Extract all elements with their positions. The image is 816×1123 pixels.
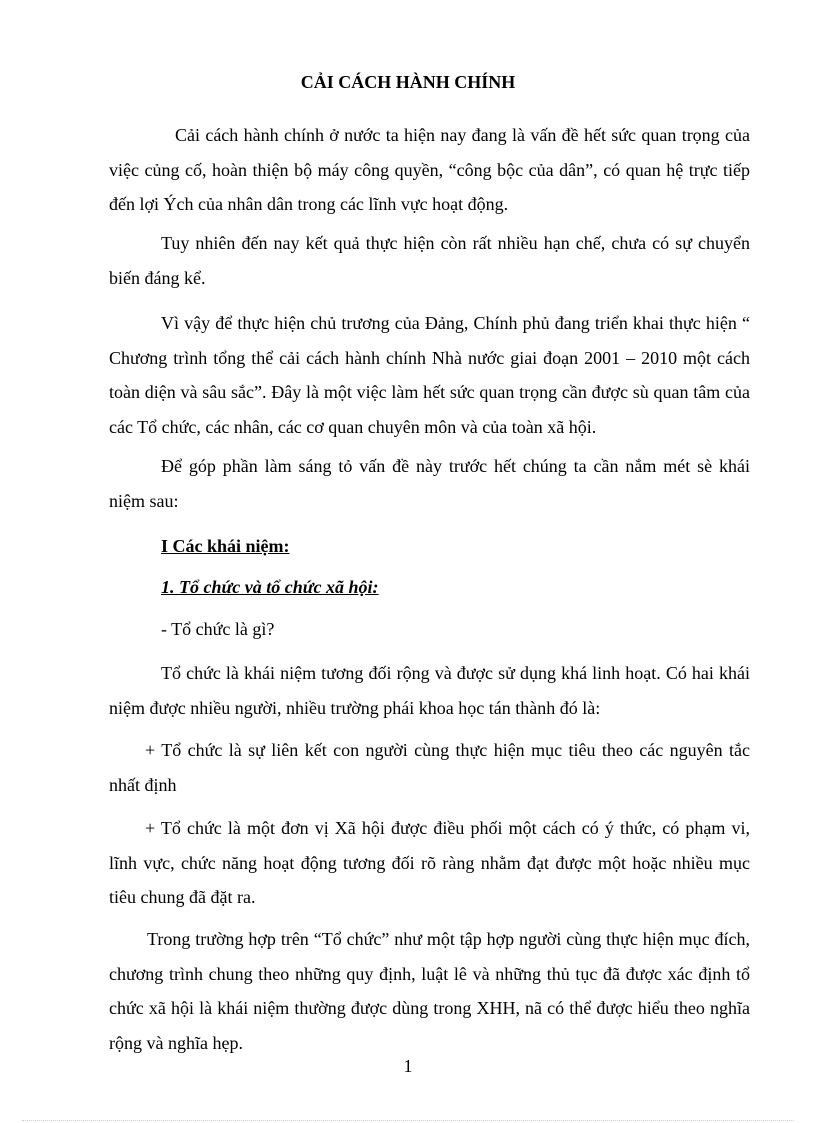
body-paragraph-2: + Tổ chức là sự liên kết con người cùng thực hiện mục tiêu theo các nguyên tắc nhất định <box>109 740 750 795</box>
body-paragraph-1: Tổ chức là khái niệm tương đối rộng và được sử dụng khá linh hoạt. Có hai khái niệm được nhiều người, nhiều trường phái khoa học tán thành đó là: <box>109 663 750 718</box>
body-paragraph-4: Trong trường hợp trên “Tổ chức” như một tập hợp người cùng thực hiện mục đích, chương trình chung theo những quy định, luật lê và những thủ tục đã được xác định tổ chức xã hội là khái niệm thường được dùng trong XHH, nã có thể được hiểu theo nghĩa rộng và nghĩa hẹp. <box>109 929 750 1053</box>
document-title: CẢI CÁCH HÀNH CHÍNH <box>300 72 516 92</box>
subsection-heading: 1. Tổ chức và tổ chức xã hội: <box>161 577 379 597</box>
section-heading: I Các khái niệm: <box>161 536 290 556</box>
body-paragraph-3: + Tổ chức là một đơn vị Xã hội được điều phối một cách có ý thức, có phạm vi, lĩnh vực, chức năng hoạt động tương đối rõ ràng nhằm đạt được một hoặc nhiều mục tiêu chung đã đặt ra. <box>109 818 750 907</box>
page-bottom-rule <box>22 1120 794 1121</box>
intro-paragraph-2: Tuy nhiên đến nay kết quả thực hiện còn rất nhiều hạn chế, chưa có sự chuyển biến đáng kể. <box>109 233 750 288</box>
intro-paragraph-4: Để góp phần làm sáng tỏ vấn đề này trước hết chúng ta cần nắm mét sè khái niệm sau: <box>109 456 750 511</box>
page-number: 1 <box>403 1056 413 1076</box>
intro-paragraph-3: Vì vậy để thực hiện chủ trương của Đảng, Chính phủ đang triển khai thực hiện “ Chương trình tổng thể cải cách hành chính Nhà nước giai đoạn 2001 – 2010 một cách toàn diện và sâu sắc”. Đây là một việc làm hết sức quan trọng cần được sù quan tâm của các Tổ chức, các nhân, các cơ quan chuyên môn và của toàn xã hội. <box>109 313 750 437</box>
question-line: - Tổ chức là gì? <box>161 619 275 639</box>
intro-paragraph-1: Cải cách hành chính ở nước ta hiện nay đang là vấn đề hết sức quan trọng của việc củng cố, hoàn thiện bộ máy công quyền, “công bộc của dân”, có quan hệ trực tiếp đến lợi Ých của nhân dân trong các lĩnh vực hoạt động. <box>109 125 750 214</box>
